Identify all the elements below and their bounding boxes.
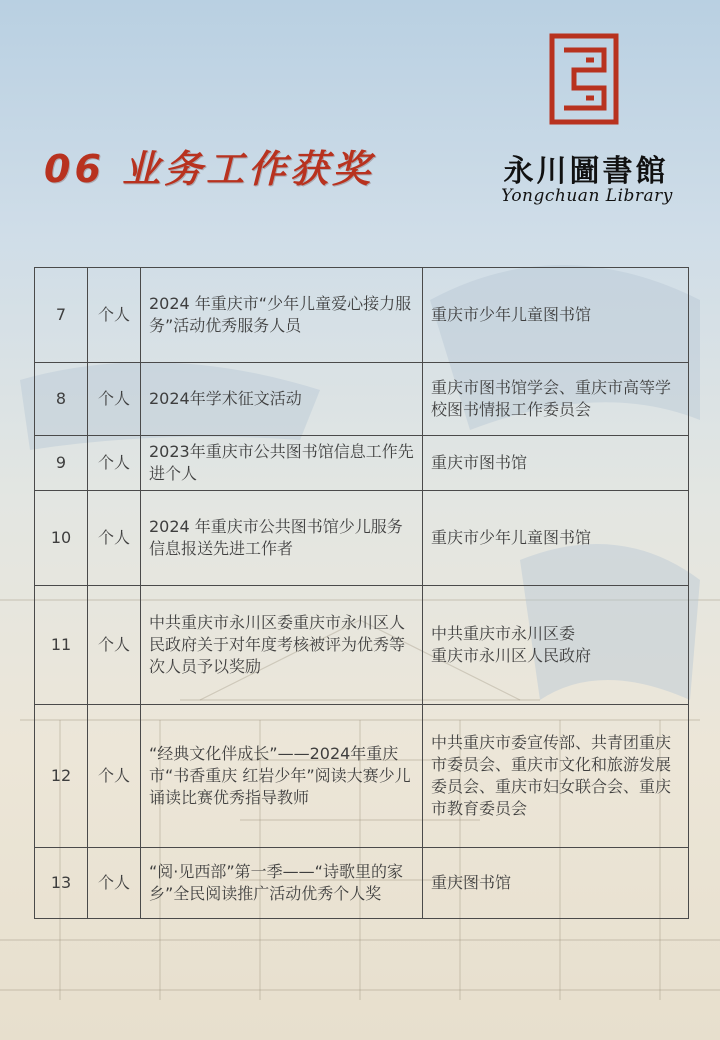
award-type: 个人 [88, 268, 141, 363]
award-name: 2024 年重庆市“少年儿童爱心接力服务”活动优秀服务人员 [141, 268, 423, 363]
award-number: 10 [35, 491, 88, 586]
awards-table [34, 267, 689, 919]
table-row [35, 491, 689, 586]
library-seal-icon [546, 30, 622, 128]
award-organizer: 重庆市少年儿童图书馆 [423, 268, 689, 363]
table-row [35, 436, 689, 491]
table-row [35, 363, 689, 436]
page-title: 06 业务工作获奖 [44, 147, 375, 191]
award-number: 8 [35, 363, 88, 436]
award-name: 2024 年重庆市公共图书馆少儿服务信息报送先进工作者 [141, 491, 423, 586]
award-type: 个人 [88, 586, 141, 705]
award-name: “阅·见西部”第一季——“诗歌里的家乡”全民阅读推广活动优秀个人奖 [141, 848, 423, 919]
award-name: “经典文化伴成长”——2024年重庆市“书香重庆 红岩少年”阅读大赛少儿诵读比赛优秀指导教师 [141, 705, 423, 848]
award-name: 中共重庆市永川区委重庆市永川区人民政府关于对年度考核被评为优秀等次人员予以奖励 [141, 586, 423, 705]
award-number: 7 [35, 268, 88, 363]
awards-table-body [35, 268, 689, 919]
award-number: 13 [35, 848, 88, 919]
award-type: 个人 [88, 436, 141, 491]
table-row [35, 848, 689, 919]
award-organizer: 重庆市图书馆学会、重庆市高等学校图书情报工作委员会 [423, 363, 689, 436]
award-organizer: 重庆图书馆 [423, 848, 689, 919]
award-type: 个人 [88, 491, 141, 586]
award-type: 个人 [88, 363, 141, 436]
award-organizer: 中共重庆市永川区委 重庆市永川区人民政府 [423, 586, 689, 705]
award-organizer: 中共重庆市委宣传部、共青团重庆市委员会、重庆市文化和旅游发展委员会、重庆市妇女联合会、重庆市教育委员会 [423, 705, 689, 848]
award-type: 个人 [88, 848, 141, 919]
table-row [35, 268, 689, 363]
award-number: 12 [35, 705, 88, 848]
award-organizer: 重庆市少年儿童图书馆 [423, 491, 689, 586]
award-number: 9 [35, 436, 88, 491]
award-type: 个人 [88, 705, 141, 848]
logo-name-en: Yongchuan Library [501, 186, 673, 206]
logo-name-cn: 永川圖書館 [503, 154, 669, 189]
award-name: 2023年重庆市公共图书馆信息工作先进个人 [141, 436, 423, 491]
award-number: 11 [35, 586, 88, 705]
award-organizer: 重庆市图书馆 [423, 436, 689, 491]
table-row [35, 586, 689, 705]
award-name: 2024年学术征文活动 [141, 363, 423, 436]
table-row [35, 705, 689, 848]
